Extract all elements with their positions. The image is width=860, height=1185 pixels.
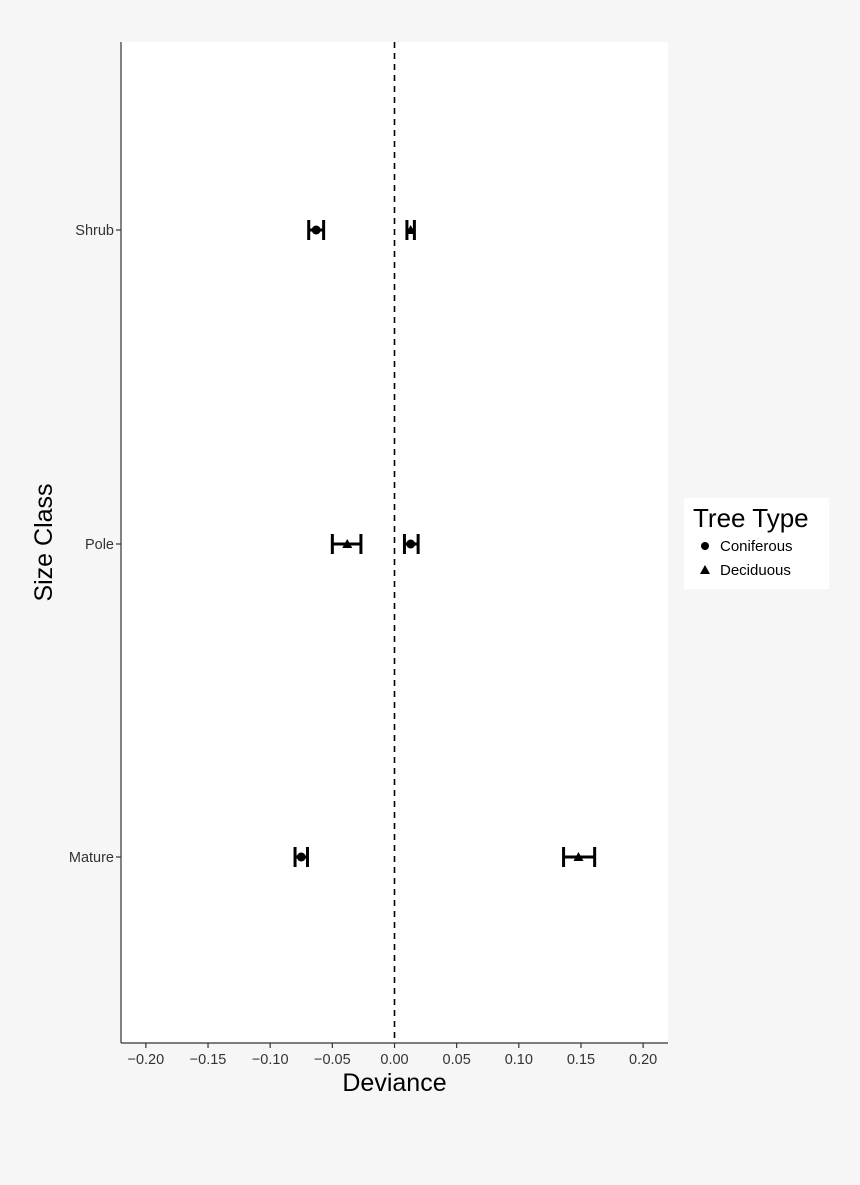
x-axis-ticks — [128, 1043, 658, 1068]
y-axis-title: Size Class — [30, 483, 58, 602]
legend-label-coniferous: Coniferous — [720, 538, 793, 555]
x-tick-label: −0.15 — [189, 1052, 227, 1068]
x-tick-label: −0.10 — [251, 1052, 289, 1068]
x-tick-label: 0.10 — [504, 1052, 533, 1068]
legend-label-deciduous: Deciduous — [720, 562, 791, 579]
x-tick-label: 0.15 — [566, 1052, 596, 1068]
point-circle — [406, 540, 415, 549]
point-circle — [297, 853, 306, 862]
legend-key-circle — [701, 542, 709, 550]
x-tick-label: −0.05 — [313, 1052, 351, 1068]
y-tick-label: Pole — [84, 537, 114, 553]
x-axis-title: Deviance — [342, 1069, 447, 1097]
x-tick-label: −0.20 — [127, 1052, 165, 1068]
y-tick-label: Shrub — [75, 223, 114, 239]
legend — [684, 498, 829, 589]
y-axis-ticks — [69, 223, 121, 866]
y-tick-label: Mature — [68, 850, 114, 866]
x-tick-label: 0.05 — [442, 1052, 471, 1068]
x-tick-label: 0.20 — [629, 1052, 658, 1068]
legend-title: Tree Type — [693, 503, 809, 533]
point-circle — [312, 226, 321, 235]
x-tick-label: 0.00 — [380, 1052, 409, 1068]
